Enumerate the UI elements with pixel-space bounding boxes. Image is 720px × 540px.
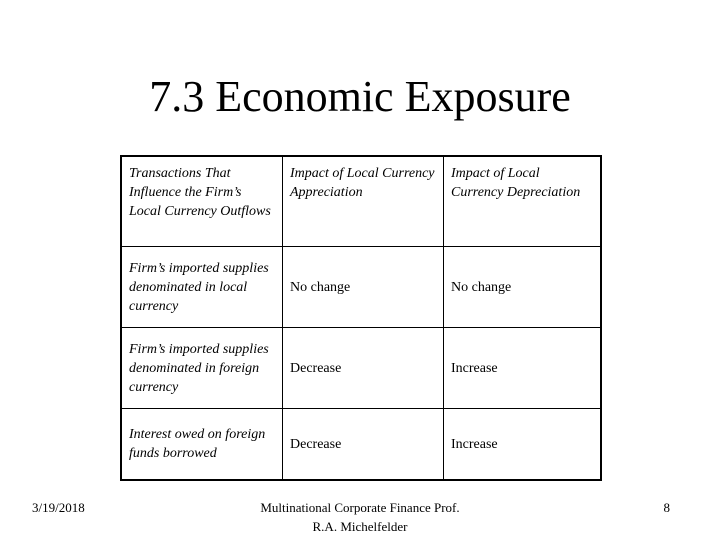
header-appreciation: Impact of Local Currency Appreciation bbox=[283, 156, 444, 247]
appreciation-cell: No change bbox=[283, 247, 444, 328]
appreciation-cell: Decrease bbox=[283, 328, 444, 409]
table-header-row bbox=[121, 156, 601, 247]
footer-page-number: 8 bbox=[663, 500, 670, 515]
footer-date: 3/19/2018 bbox=[32, 500, 85, 515]
transaction-cell: Interest owed on foreign funds borrowed bbox=[121, 409, 283, 481]
footer-course-line2: R.A. Michelfelder bbox=[312, 519, 408, 534]
depreciation-cell: No change bbox=[444, 247, 602, 328]
depreciation-cell: Increase bbox=[444, 328, 602, 409]
footer-course bbox=[200, 498, 520, 536]
table-row bbox=[121, 247, 601, 328]
slide-title: 7.3 Economic Exposure bbox=[149, 72, 571, 121]
appreciation-cell: Decrease bbox=[283, 409, 444, 481]
exposure-table bbox=[120, 155, 602, 481]
table-row bbox=[121, 409, 601, 481]
header-depreciation: Impact of Local Currency Depreciation bbox=[444, 156, 602, 247]
footer-course-line1: Multinational Corporate Finance Prof. bbox=[260, 500, 460, 515]
header-transactions: Transactions That Influence the Firm’s Local Currency Outflows bbox=[121, 156, 283, 247]
depreciation-cell: Increase bbox=[444, 409, 602, 481]
table-row bbox=[121, 328, 601, 409]
transaction-cell: Firm’s imported supplies denominated in foreign currency bbox=[121, 328, 283, 409]
transaction-cell: Firm’s imported supplies denominated in local currency bbox=[121, 247, 283, 328]
